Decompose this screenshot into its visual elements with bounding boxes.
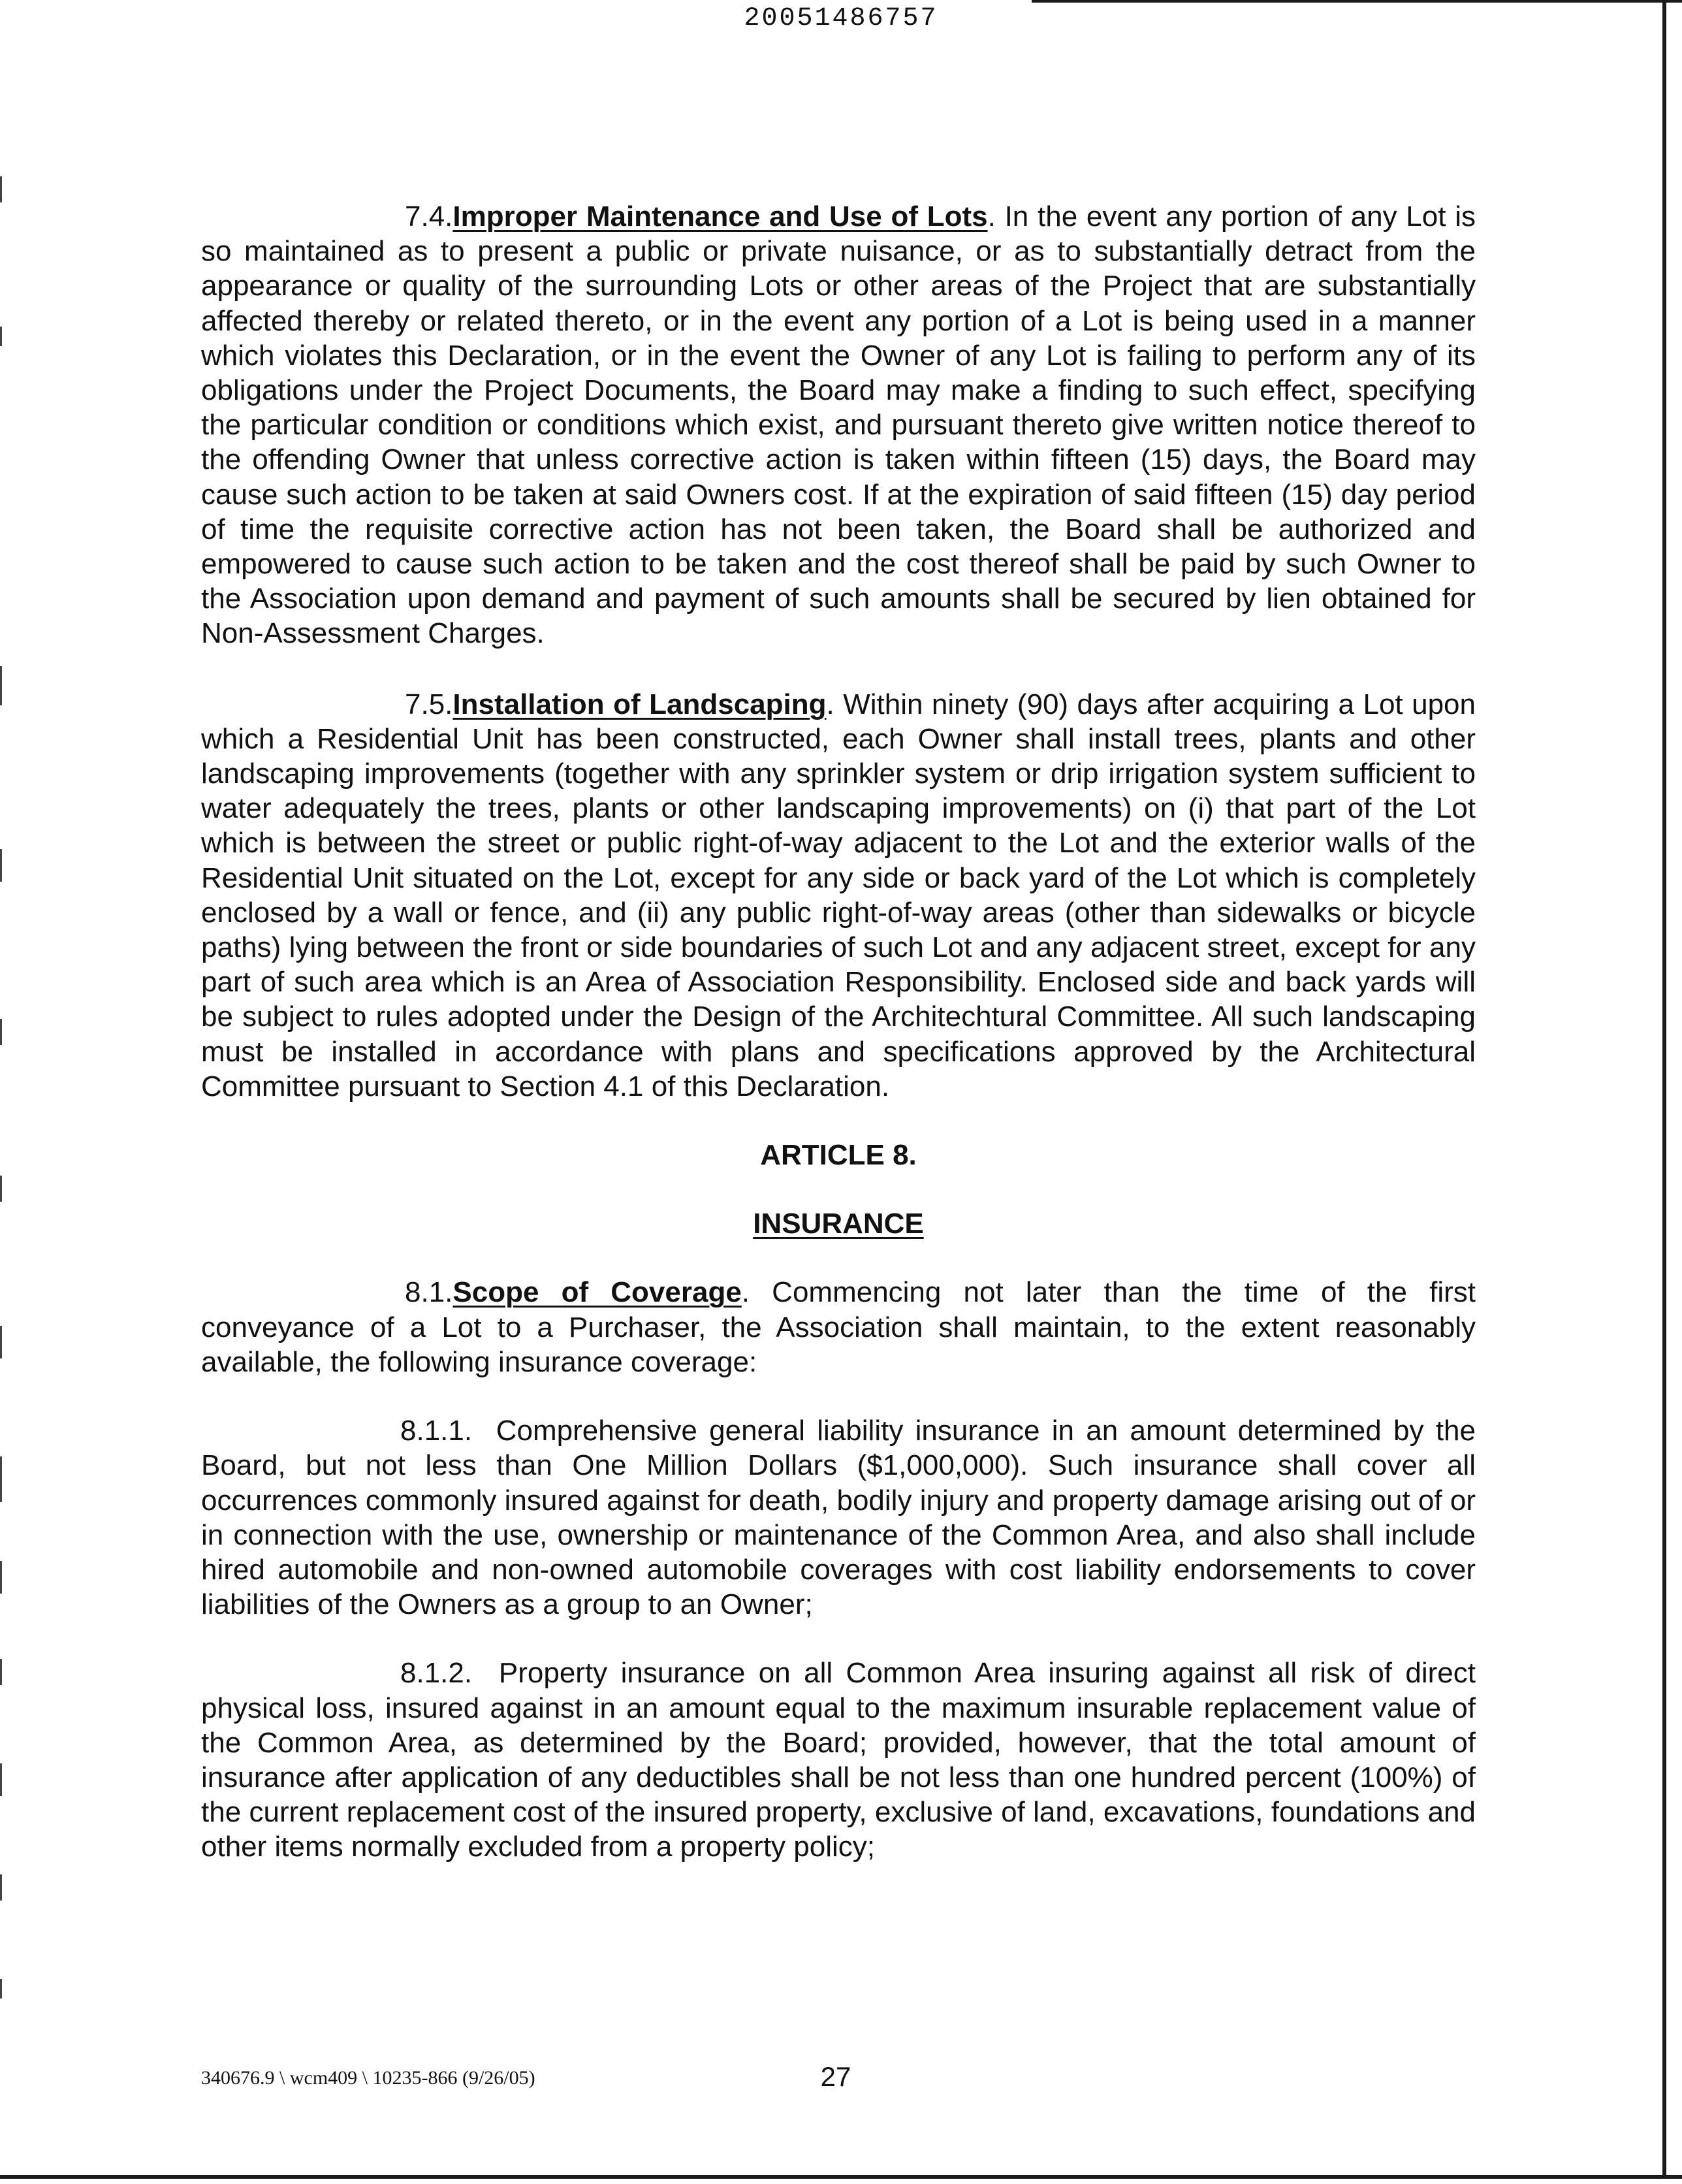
section-heading: Installation of Landscaping xyxy=(452,688,827,720)
section-heading: Improper Maintenance and Use of Lots xyxy=(452,201,988,233)
section-text: . In the event any portion of any Lot is so maintained as to present a public or private nuisance, or as to substantially detract from the appearance or quality of the surrounding Lots or other areas of the Project that are substantially affected thereby or related thereto, or in the event any portion of a Lot is being used in a manner which violates this Declaration, or in the event the Owner of any Lot is failing to perform any of its obligations under the Project Documents, the Board may make a finding to such effect, specifying the particular condition or conditions which exist, and pursuant thereto give written notice thereof to the offending Owner that unless corrective action is taken within fifteen (15) days, the Board may cause such action to be taken at said Owners cost. If at the expiration of said fifteen (15) day period of time the requisite corrective action has not been taken, the Board shall be authorized and empowered to cause such action to be taken and the cost thereof shall be paid by such Owner to the Association upon demand and payment of such amounts shall be secured by lien obtained for Non-Assessment Charges. xyxy=(201,201,1476,650)
section-number: 8.1.2. xyxy=(400,1657,473,1690)
document-number: 20051486757 xyxy=(744,4,938,33)
section-7-4 xyxy=(201,199,1476,651)
section-8-1 xyxy=(201,1275,1476,1379)
article-number: ARTICLE 8. xyxy=(760,1139,917,1172)
section-8-1-1 xyxy=(201,1413,1476,1622)
section-text: Property insurance on all Common Area insuring against all risk of direct physical loss, insured against in an amount equal to the maximum insurable replacement value of the Common Area, as determined by the Board; provided, however, that the total amount of insurance after application of any deductibles shall be not less than one hundred percent (100%) of the current replacement cost of the insured property, exclusive of land, excavations, foundations and other items normally excluded from a property policy; xyxy=(201,1657,1476,1863)
section-number: 8.1.1. xyxy=(400,1415,473,1447)
article-title: INSURANCE xyxy=(753,1208,924,1240)
section-number: 8.1. xyxy=(405,1276,453,1309)
section-text: . Commencing not later than the time of the first conveyance of a Lot to a Purchaser, the Association shall maintain, to the extent reasonably available, the following insurance coverage: xyxy=(201,1276,1476,1378)
section-text: . Within ninety (90) days after acquiring a Lot upon which a Residential Unit has been constructed, each Owner shall install trees, plants and other landscaping improvements (together with any sprinkler system or drip irrigation system sufficient to water adequately the trees, plants or other landscaping improvements) on (i) that part of the Lot which is between the street or public right-of-way adjacent to the Lot and the exterior walls of the Residential Unit situated on the Lot, except for any side or back yard of the Lot which is completely enclosed by a wall or fence, and (ii) any public right-of-way areas (other than sidewalks or bicycle paths) lying between the front or side boundaries of such Lot and any adjacent street, except for any part of such area which is an Area of Association Responsibility. Enclosed side and back yards will be subject to rules adopted under the Design of the Architechtural Committee. All such landscaping must be installed in accordance with plans and specifications approved by the Architectural Committee pursuant to Section 4.1 of this Declaration. xyxy=(201,688,1476,1102)
section-heading: Scope of Coverage xyxy=(452,1276,742,1309)
section-number: 7.4. xyxy=(405,201,453,233)
document-body xyxy=(201,199,1476,1865)
scan-border-top xyxy=(1032,0,1682,3)
footer-document-code: 340676.9 \ wcm409 \ 10235-866 (9/26/05) xyxy=(201,2067,535,2089)
scan-border-right xyxy=(1662,0,1666,2175)
section-8-1-2 xyxy=(201,1656,1476,1864)
section-7-5 xyxy=(201,687,1476,1104)
section-text: Comprehensive general liability insurance in an amount determined by the Board, but not less than One Million Dollars ($1,000,000). Such insurance shall cover all occurrences commonly insured against for death, bodily injury and property damage arising out of or in connection with the use, ownership or maintenance of the Common Area, and also shall include hired automobile and non-owned automobile coverages with cost liability endorsements to cover liabilities of the Owners as a group to an Owner; xyxy=(201,1415,1476,1621)
page-number: 27 xyxy=(820,2061,851,2092)
scan-edge-marks xyxy=(0,0,4,2184)
scan-border-bottom xyxy=(0,2175,1682,2179)
section-number: 7.5. xyxy=(405,688,453,720)
